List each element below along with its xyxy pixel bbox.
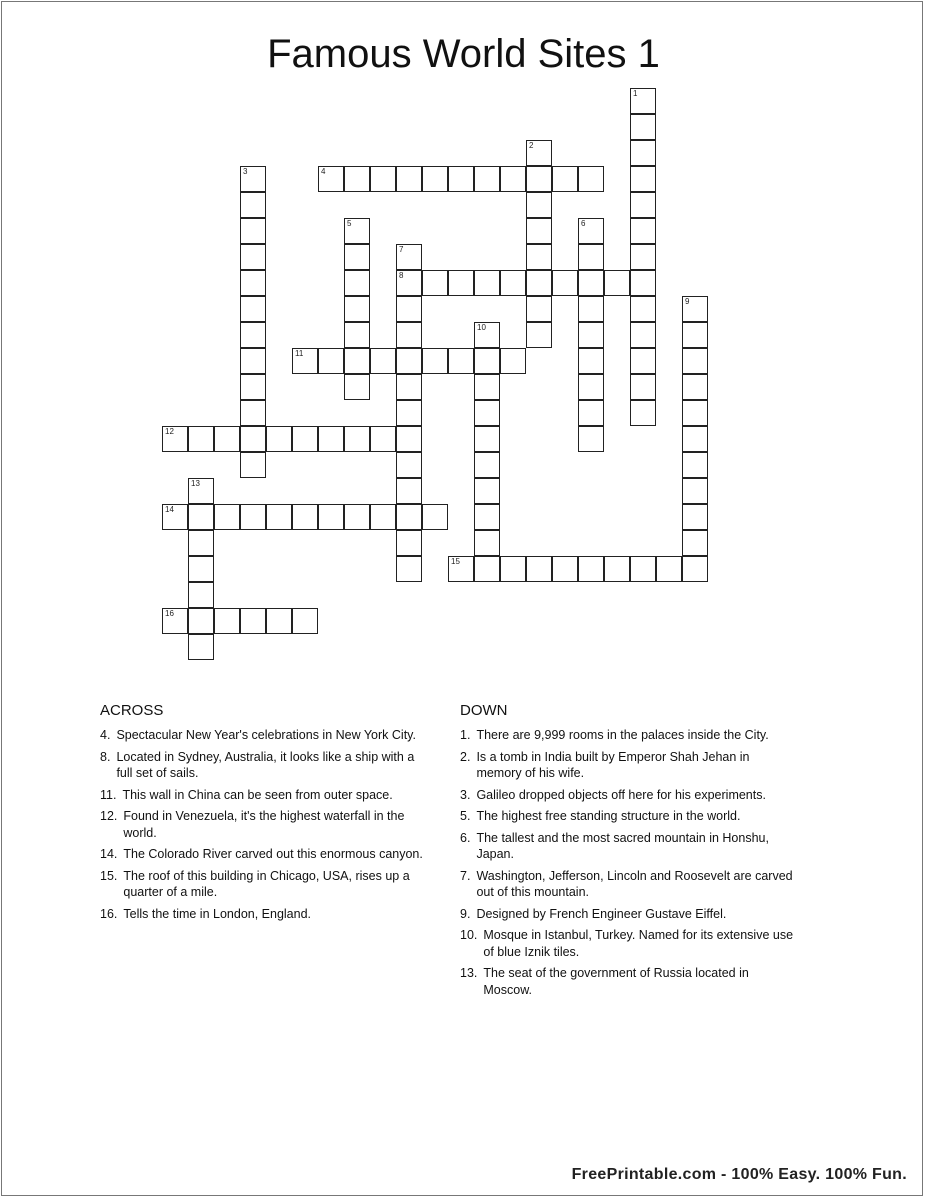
clue-number: 16. bbox=[100, 906, 118, 921]
grid-cell[interactable] bbox=[396, 504, 422, 530]
grid-cell[interactable] bbox=[474, 166, 500, 192]
clue-number: 9. bbox=[460, 906, 471, 921]
clue-number: 2. bbox=[460, 749, 471, 764]
grid-cell[interactable] bbox=[240, 400, 266, 426]
clue-number: 10. bbox=[460, 928, 478, 942]
down-clue bbox=[460, 808, 795, 825]
grid-cell[interactable] bbox=[240, 348, 266, 374]
grid-cell[interactable] bbox=[266, 426, 292, 452]
grid-cell[interactable] bbox=[578, 166, 604, 192]
clue-text: Spectacular New Year's celebrations in New York City. bbox=[116, 728, 416, 742]
grid-cell[interactable] bbox=[682, 296, 708, 322]
grid-cell[interactable] bbox=[422, 270, 448, 296]
grid-cell[interactable] bbox=[240, 374, 266, 400]
grid-cell[interactable] bbox=[448, 348, 474, 374]
clue-number: 7. bbox=[460, 868, 471, 883]
grid-cell[interactable] bbox=[396, 452, 422, 478]
grid-cell[interactable] bbox=[240, 166, 266, 192]
grid-cell[interactable] bbox=[370, 348, 396, 374]
grid-cell[interactable] bbox=[422, 348, 448, 374]
grid-cell[interactable] bbox=[318, 504, 344, 530]
grid-cell[interactable] bbox=[552, 166, 578, 192]
clue-number: 12. bbox=[100, 809, 118, 823]
clue-number: 11. bbox=[100, 787, 117, 802]
clue-number: 1. bbox=[460, 728, 471, 742]
clue-text: The tallest and the most sacred mountain in Honshu, Japan. bbox=[476, 830, 769, 861]
grid-cell[interactable] bbox=[188, 608, 214, 634]
grid-cell[interactable] bbox=[396, 270, 422, 296]
grid-cell[interactable] bbox=[188, 582, 214, 608]
across-clue bbox=[100, 868, 430, 901]
grid-cell[interactable] bbox=[292, 426, 318, 452]
grid-cell[interactable] bbox=[630, 114, 656, 140]
down-clues bbox=[460, 701, 795, 1003]
grid-cell[interactable] bbox=[396, 374, 422, 400]
clue-number: 8. bbox=[100, 749, 111, 764]
grid-cell[interactable] bbox=[474, 348, 500, 374]
grid-cell[interactable] bbox=[500, 166, 526, 192]
grid-cell[interactable] bbox=[370, 166, 396, 192]
down-clue bbox=[460, 787, 795, 804]
down-clue bbox=[460, 927, 795, 960]
clue-text: Is a tomb in India built by Emperor Shah Jehan in memory of his wife. bbox=[476, 749, 750, 780]
clue-number: 13. bbox=[460, 966, 478, 980]
down-heading: DOWN bbox=[460, 702, 508, 719]
grid-cell[interactable] bbox=[630, 400, 656, 426]
cell-number: 1 bbox=[633, 89, 638, 98]
grid-cell[interactable] bbox=[344, 374, 370, 400]
clue-number: 14. bbox=[100, 847, 118, 861]
grid-cell[interactable] bbox=[396, 166, 422, 192]
grid-cell[interactable] bbox=[500, 270, 526, 296]
grid-cell[interactable] bbox=[344, 348, 370, 374]
grid-cell[interactable] bbox=[474, 374, 500, 400]
grid-cell[interactable] bbox=[318, 426, 344, 452]
clue-number: 4. bbox=[100, 728, 111, 742]
grid-cell[interactable] bbox=[630, 322, 656, 348]
grid-cell[interactable] bbox=[682, 348, 708, 374]
grid-cell[interactable] bbox=[578, 374, 604, 400]
grid-cell[interactable] bbox=[682, 322, 708, 348]
grid-cell[interactable] bbox=[552, 270, 578, 296]
grid-cell[interactable] bbox=[214, 426, 240, 452]
grid-cell[interactable] bbox=[370, 426, 396, 452]
grid-cell[interactable] bbox=[474, 400, 500, 426]
grid-cell[interactable] bbox=[474, 322, 500, 348]
grid-cell[interactable] bbox=[578, 348, 604, 374]
grid-cell[interactable] bbox=[474, 556, 500, 582]
grid-cell[interactable] bbox=[500, 348, 526, 374]
grid-cell[interactable] bbox=[682, 478, 708, 504]
grid-cell[interactable] bbox=[240, 296, 266, 322]
grid-cell[interactable] bbox=[526, 296, 552, 322]
cell-number: 10 bbox=[477, 323, 486, 332]
grid-cell[interactable] bbox=[474, 270, 500, 296]
grid-cell[interactable] bbox=[240, 504, 266, 530]
across-clue bbox=[100, 906, 430, 923]
grid-cell[interactable] bbox=[396, 322, 422, 348]
grid-cell[interactable] bbox=[448, 556, 474, 582]
cell-number: 3 bbox=[243, 167, 248, 176]
clue-text: Located in Sydney, Australia, it looks like a ship with a full set of sails. bbox=[116, 749, 415, 780]
grid-cell[interactable] bbox=[578, 426, 604, 452]
cell-number: 9 bbox=[685, 297, 690, 306]
grid-cell[interactable] bbox=[630, 556, 656, 582]
grid-cell[interactable] bbox=[396, 296, 422, 322]
grid-cell[interactable] bbox=[630, 88, 656, 114]
grid-cell[interactable] bbox=[604, 556, 630, 582]
cell-number: 11 bbox=[295, 349, 304, 358]
grid-cell[interactable] bbox=[318, 348, 344, 374]
down-clue bbox=[460, 727, 795, 744]
grid-cell[interactable] bbox=[188, 556, 214, 582]
grid-cell[interactable] bbox=[240, 244, 266, 270]
grid-cell[interactable] bbox=[578, 322, 604, 348]
grid-cell[interactable] bbox=[240, 218, 266, 244]
cell-number: 8 bbox=[399, 271, 404, 280]
clue-text: Designed by French Engineer Gustave Eiffel. bbox=[476, 906, 727, 921]
grid-cell[interactable] bbox=[396, 348, 422, 374]
grid-cell[interactable] bbox=[240, 452, 266, 478]
grid-cell[interactable] bbox=[630, 244, 656, 270]
grid-cell[interactable] bbox=[162, 426, 188, 452]
clue-text: The Colorado River carved out this enormous canyon. bbox=[123, 847, 423, 861]
grid-cell[interactable] bbox=[552, 556, 578, 582]
grid-cell[interactable] bbox=[526, 192, 552, 218]
grid-cell[interactable] bbox=[188, 634, 214, 660]
footer-credit: FreePrintable.com - 100% Easy. 100% Fun. bbox=[571, 1166, 907, 1183]
cell-number: 12 bbox=[165, 427, 174, 436]
grid-cell[interactable] bbox=[682, 556, 708, 582]
grid-cell[interactable] bbox=[526, 270, 552, 296]
grid-cell[interactable] bbox=[448, 166, 474, 192]
grid-cell[interactable] bbox=[526, 244, 552, 270]
grid-cell[interactable] bbox=[240, 608, 266, 634]
grid-cell[interactable] bbox=[656, 556, 682, 582]
grid-cell[interactable] bbox=[630, 374, 656, 400]
across-heading: ACROSS bbox=[100, 702, 164, 719]
grid-cell[interactable] bbox=[214, 608, 240, 634]
clue-text: Found in Venezuela, it's the highest waterfall in the world. bbox=[123, 809, 405, 840]
grid-cell[interactable] bbox=[344, 322, 370, 348]
grid-cell[interactable] bbox=[526, 556, 552, 582]
cell-number: 5 bbox=[347, 219, 352, 228]
cell-number: 15 bbox=[451, 557, 460, 566]
grid-cell[interactable] bbox=[630, 192, 656, 218]
grid-cell[interactable] bbox=[214, 504, 240, 530]
grid-cell[interactable] bbox=[682, 452, 708, 478]
grid-cell[interactable] bbox=[188, 530, 214, 556]
clue-number: 15. bbox=[100, 868, 118, 883]
grid-cell[interactable] bbox=[396, 244, 422, 270]
grid-cell[interactable] bbox=[396, 556, 422, 582]
grid-cell[interactable] bbox=[682, 530, 708, 556]
cell-number: 7 bbox=[399, 245, 404, 254]
grid-cell[interactable] bbox=[292, 504, 318, 530]
clue-text: Galileo dropped objects off here for his experiments. bbox=[476, 787, 766, 802]
grid-cell[interactable] bbox=[526, 140, 552, 166]
grid-cell[interactable] bbox=[682, 426, 708, 452]
down-clue bbox=[460, 965, 795, 998]
cell-number: 6 bbox=[581, 219, 586, 228]
grid-cell[interactable] bbox=[578, 270, 604, 296]
grid-cell[interactable] bbox=[162, 608, 188, 634]
grid-cell[interactable] bbox=[422, 166, 448, 192]
grid-cell[interactable] bbox=[344, 166, 370, 192]
grid-cell[interactable] bbox=[578, 244, 604, 270]
down-clue bbox=[460, 906, 795, 923]
across-clue bbox=[100, 787, 430, 804]
grid-cell[interactable] bbox=[630, 166, 656, 192]
grid-cell[interactable] bbox=[474, 426, 500, 452]
clue-text: Washington, Jefferson, Lincoln and Roosevelt are carved out of this mountain. bbox=[476, 868, 793, 899]
cell-number: 2 bbox=[529, 141, 534, 150]
grid-cell[interactable] bbox=[474, 478, 500, 504]
clue-text: Mosque in Istanbul, Turkey. Named for its extensive use of blue Iznik tiles. bbox=[483, 928, 794, 959]
grid-cell[interactable] bbox=[578, 556, 604, 582]
grid-cell[interactable] bbox=[396, 426, 422, 452]
across-clue bbox=[100, 749, 430, 782]
grid-cell[interactable] bbox=[630, 140, 656, 166]
grid-cell[interactable] bbox=[630, 218, 656, 244]
grid-cell[interactable] bbox=[188, 426, 214, 452]
grid-cell[interactable] bbox=[266, 608, 292, 634]
grid-cell[interactable] bbox=[526, 322, 552, 348]
grid-cell[interactable] bbox=[188, 504, 214, 530]
grid-cell[interactable] bbox=[396, 530, 422, 556]
down-clue-list bbox=[460, 727, 795, 998]
down-clue bbox=[460, 749, 795, 782]
grid-cell[interactable] bbox=[292, 348, 318, 374]
clue-text: The highest free standing structure in the world. bbox=[476, 809, 741, 823]
grid-cell[interactable] bbox=[682, 400, 708, 426]
grid-cell[interactable] bbox=[630, 296, 656, 322]
grid-cell[interactable] bbox=[526, 218, 552, 244]
across-clue bbox=[100, 808, 430, 841]
grid-cell[interactable] bbox=[370, 504, 396, 530]
grid-cell[interactable] bbox=[162, 504, 188, 530]
grid-cell[interactable] bbox=[396, 400, 422, 426]
across-clue-list bbox=[100, 727, 430, 922]
grid-cell[interactable] bbox=[526, 166, 552, 192]
grid-cell[interactable] bbox=[318, 166, 344, 192]
clue-text: This wall in China can be seen from outer space. bbox=[122, 787, 393, 802]
grid-cell[interactable] bbox=[266, 504, 292, 530]
clue-text: The seat of the government of Russia located in Moscow. bbox=[483, 966, 749, 997]
grid-cell[interactable] bbox=[474, 530, 500, 556]
clue-text: Tells the time in London, England. bbox=[123, 906, 312, 921]
grid-cell[interactable] bbox=[240, 270, 266, 296]
grid-cell[interactable] bbox=[344, 426, 370, 452]
across-clues bbox=[100, 701, 430, 927]
grid-cell[interactable] bbox=[682, 504, 708, 530]
grid-cell[interactable] bbox=[500, 556, 526, 582]
grid-cell[interactable] bbox=[474, 504, 500, 530]
grid-cell[interactable] bbox=[578, 296, 604, 322]
grid-cell[interactable] bbox=[448, 270, 474, 296]
across-clue bbox=[100, 727, 430, 744]
cell-number: 13 bbox=[191, 479, 200, 488]
clue-number: 6. bbox=[460, 830, 471, 845]
grid-cell[interactable] bbox=[396, 478, 422, 504]
grid-cell[interactable] bbox=[292, 608, 318, 634]
cell-number: 14 bbox=[165, 505, 174, 514]
grid-cell[interactable] bbox=[240, 192, 266, 218]
clue-number: 5. bbox=[460, 809, 471, 823]
grid-cell[interactable] bbox=[630, 348, 656, 374]
grid-cell[interactable] bbox=[422, 504, 448, 530]
cell-number: 4 bbox=[321, 167, 326, 176]
down-clue bbox=[460, 830, 795, 863]
grid-cell[interactable] bbox=[188, 478, 214, 504]
clue-number: 3. bbox=[460, 787, 471, 802]
clue-text: There are 9,999 rooms in the palaces inside the City. bbox=[476, 728, 769, 742]
grid-cell[interactable] bbox=[604, 270, 630, 296]
down-clue bbox=[460, 868, 795, 901]
grid-cell[interactable] bbox=[344, 218, 370, 244]
clue-text: The roof of this building in Chicago, USA, rises up a quarter of a mile. bbox=[123, 868, 410, 899]
grid-cell[interactable] bbox=[344, 296, 370, 322]
across-clue bbox=[100, 846, 430, 863]
puzzle-title: Famous World Sites 1 bbox=[267, 32, 660, 76]
grid-cell[interactable] bbox=[474, 452, 500, 478]
grid-cell[interactable] bbox=[344, 270, 370, 296]
grid-cell[interactable] bbox=[240, 322, 266, 348]
cell-number: 16 bbox=[165, 609, 174, 618]
grid-cell[interactable] bbox=[578, 218, 604, 244]
grid-cell[interactable] bbox=[344, 504, 370, 530]
grid-cell[interactable] bbox=[344, 244, 370, 270]
grid-cell[interactable] bbox=[630, 270, 656, 296]
grid-cell[interactable] bbox=[240, 426, 266, 452]
grid-cell[interactable] bbox=[578, 400, 604, 426]
grid-cell[interactable] bbox=[682, 374, 708, 400]
